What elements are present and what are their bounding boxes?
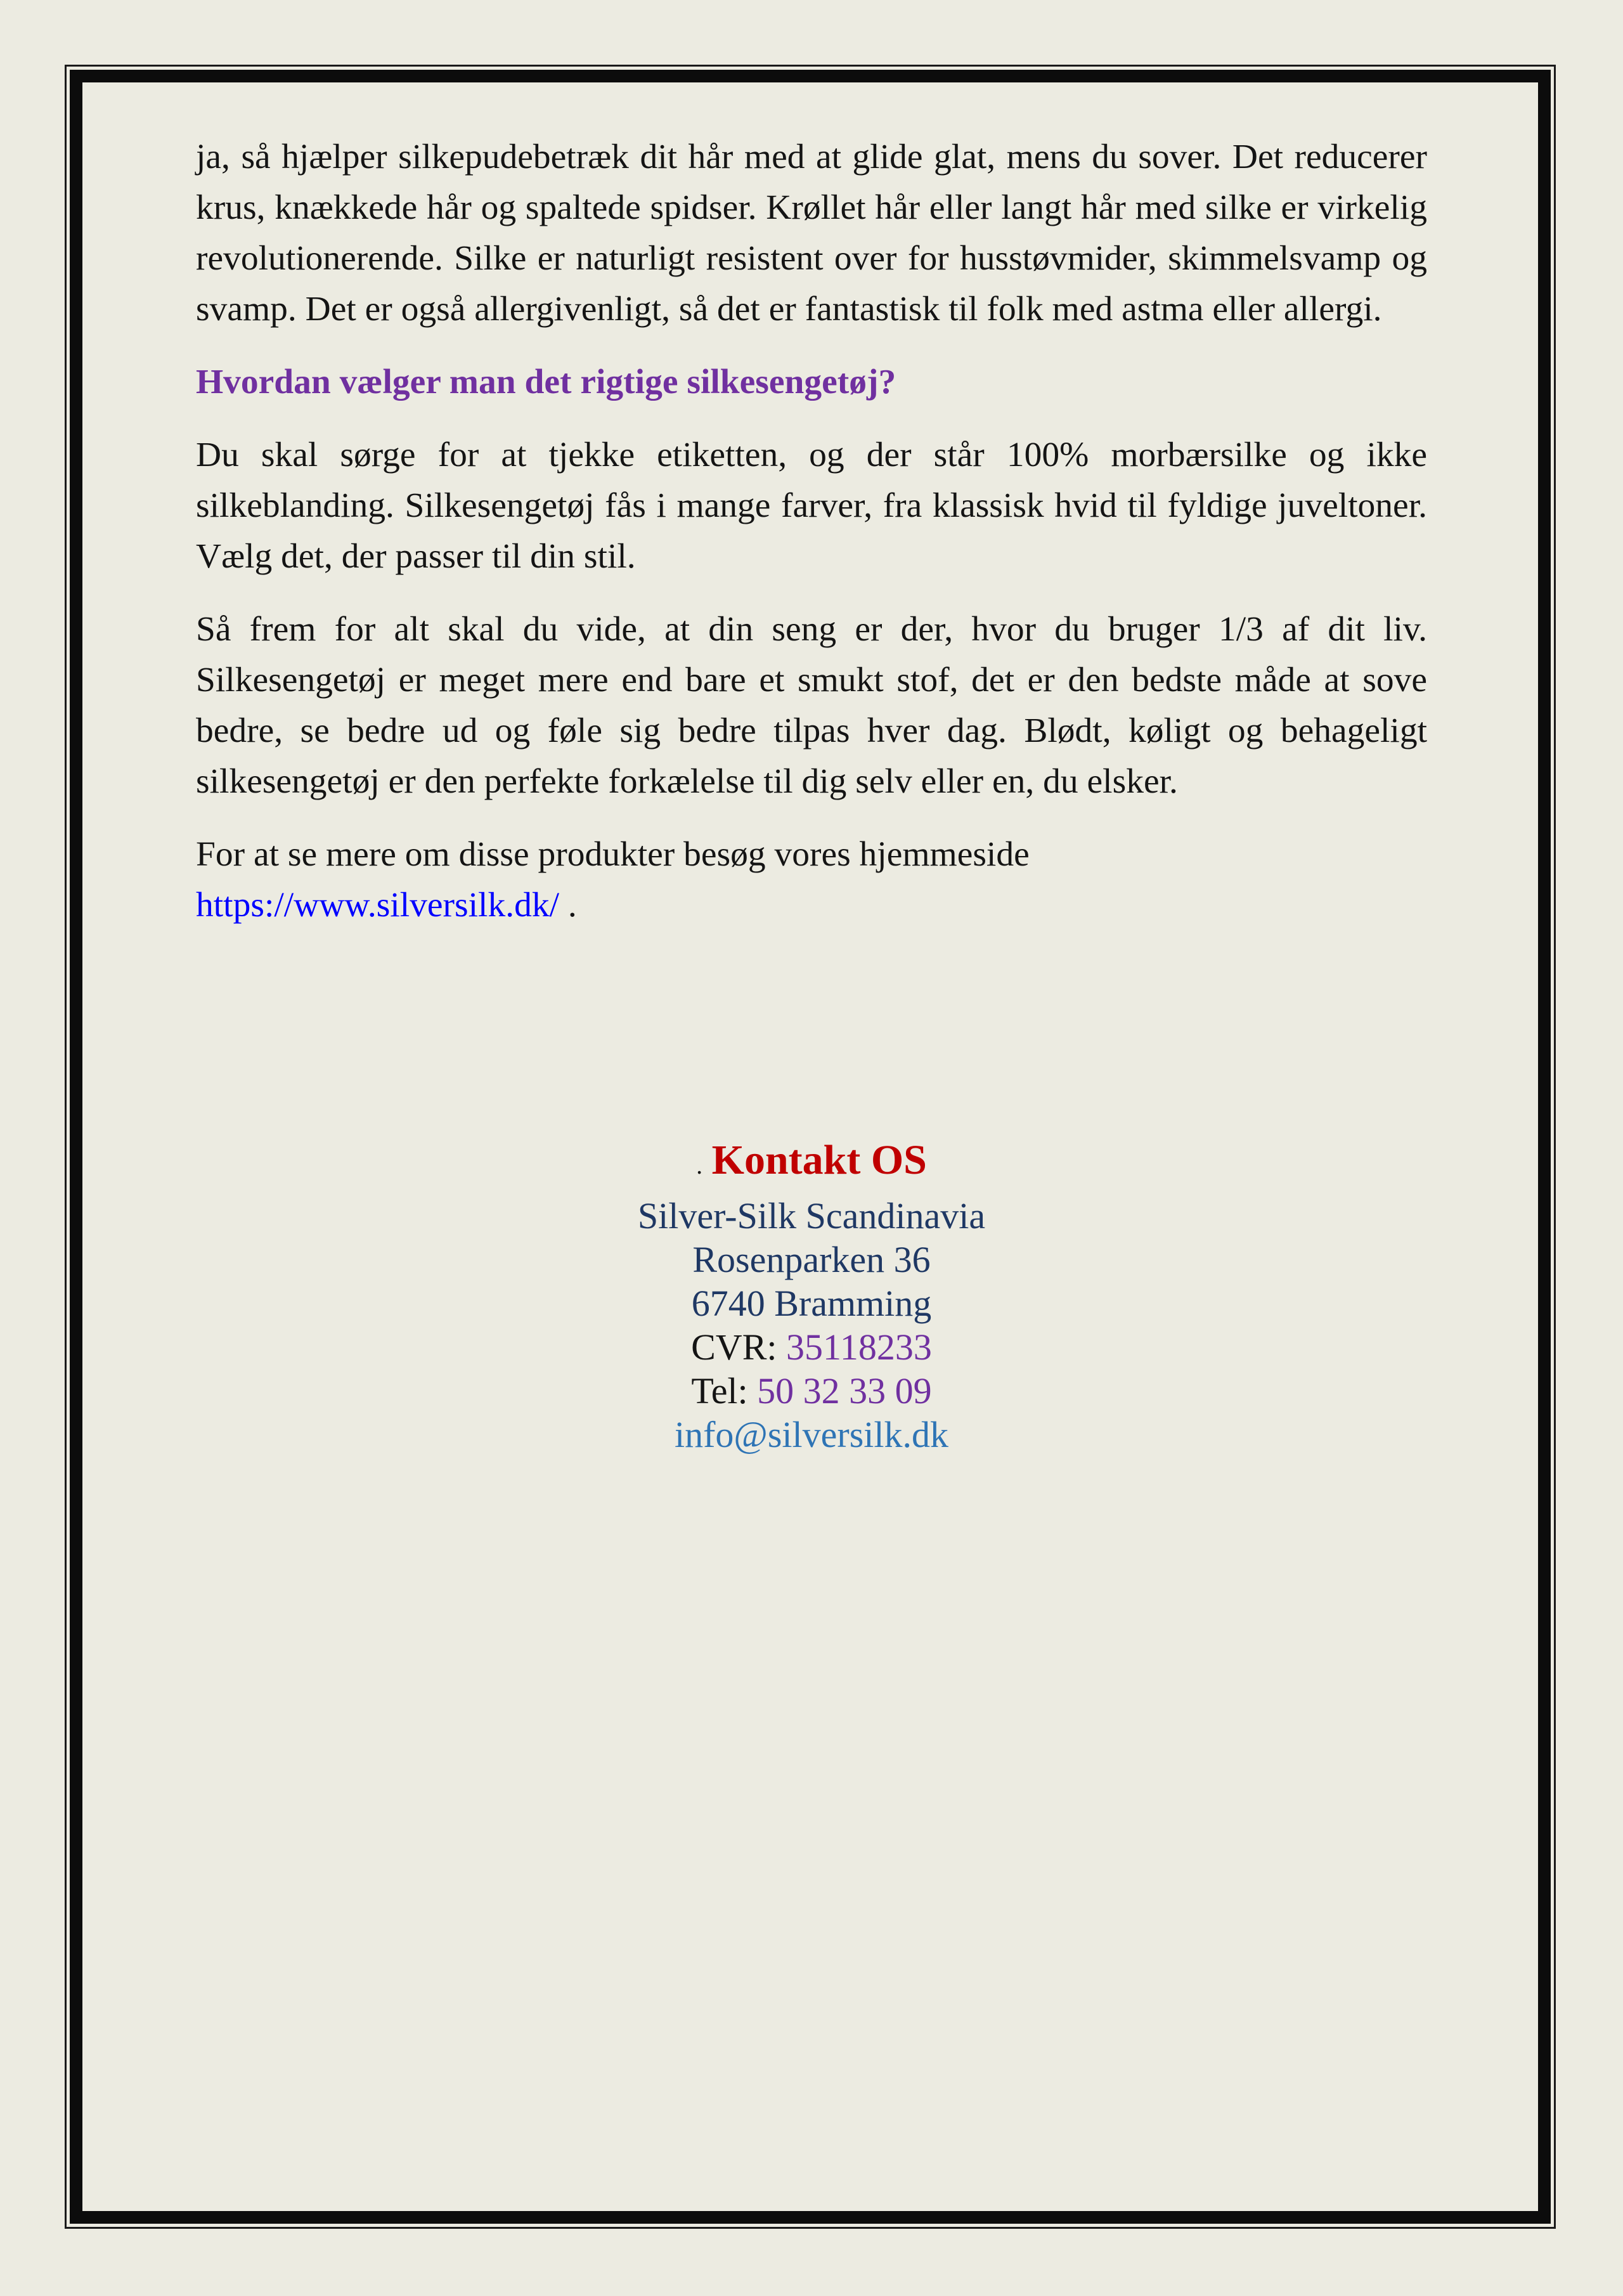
paragraph-silk-hair-benefits: ja, så hjælper silkepudebetræk dit hår med at glide glat, mens du sover. Det reducerer krus, knækkede hår og spaltede spidser. Krøllet hår eller langt hår med silke er virkelig revolutionerende. Silke er naturligt resistent over for husstøvmider, skimmelsvamp og svamp. Det er også allergivenligt, så det er fantastisk til folk med astma eller allergi. bbox=[196, 138, 1427, 328]
email-link[interactable]: info@silversilk.dk bbox=[675, 1414, 948, 1455]
cvr-label: CVR: bbox=[691, 1326, 786, 1368]
section-heading: Hvordan vælger man det rigtige silkesengetøj? bbox=[196, 363, 896, 401]
street-address: Rosenparken 36 bbox=[692, 1239, 931, 1280]
tel-value[interactable]: 50 32 33 09 bbox=[757, 1370, 932, 1411]
company-name: Silver-Silk Scandinavia bbox=[637, 1195, 986, 1236]
link-suffix: . bbox=[559, 886, 577, 924]
city-address: 6740 Bramming bbox=[691, 1283, 932, 1324]
tel-label: Tel: bbox=[691, 1370, 758, 1411]
website-link[interactable]: https://www.silversilk.dk/ bbox=[196, 886, 559, 924]
contact-title-line bbox=[196, 1132, 1427, 1194]
contact-title: Kontakt OS bbox=[711, 1137, 927, 1183]
tel-line bbox=[196, 1369, 1427, 1413]
paragraph-choose-silk: Du skal sørge for at tjekke etiketten, og der står 100% morbærsilke og ikke silkeblanding. Silkesengetøj fås i mange farver, fra klassisk hvid til fyldige juveltoner. Vælg det, der passer til din stil. bbox=[196, 436, 1427, 576]
website-intro-text: For at se mere om disse produkter besøg vores hjemmeside bbox=[196, 835, 1030, 874]
document-body bbox=[196, 132, 1427, 953]
paragraph-website bbox=[196, 829, 1427, 931]
cvr-value: 35118233 bbox=[786, 1326, 932, 1368]
contact-dot: . bbox=[696, 1151, 703, 1179]
paragraph-bed-life: Så frem for alt skal du vide, at din seng er der, hvor du bruger 1/3 af dit liv. Silkesengetøj er meget mere end bare et smukt stof, det er den bedste måde at sove bedre, se bedre ud og føle sig bedre tilpas hver dag. Blødt, køligt og behageligt silkesengetøj er den perfekte forkælelse til dig selv eller en, du elsker. bbox=[196, 610, 1427, 801]
cvr-line bbox=[196, 1325, 1427, 1369]
contact-block bbox=[196, 1132, 1427, 1456]
